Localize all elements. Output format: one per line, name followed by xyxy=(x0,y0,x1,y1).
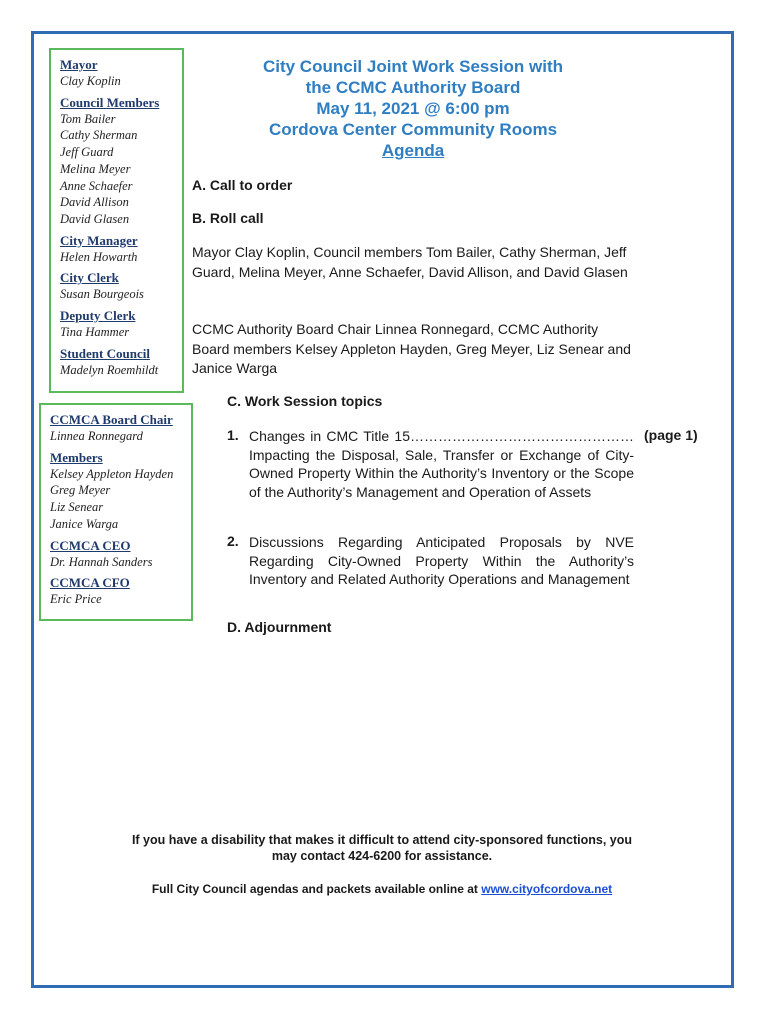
board-chair-label: CCMCA Board Chair xyxy=(50,412,173,427)
roll-call-council: Mayor Clay Koplin, Council members Tom Bailer, Cathy Sherman, Jeff Guard, Melina Meyer, Anne Schaefer, David Allison, and David Glasen xyxy=(192,244,628,280)
deputy-clerk-name: Tina Hammer xyxy=(60,325,130,340)
council-member: David Glasen xyxy=(60,211,130,226)
online-notice xyxy=(120,881,644,897)
council-member: Melina Meyer xyxy=(60,161,131,176)
ccmc-roster-box xyxy=(39,403,193,621)
members-label: Members xyxy=(50,449,103,465)
agenda-heading: Agenda xyxy=(381,141,445,160)
cfo-label: CCMCA CFO xyxy=(50,575,130,591)
mayor-name: Clay Koplin xyxy=(60,74,121,88)
roll-call-heading: B. Roll call xyxy=(192,210,264,226)
topic-text: Discussions Regarding Anticipated Proposals by NVE Regarding City-Owned Property Within the Authority’s Inventory and Related Authority Operations and Management xyxy=(249,534,634,587)
adjournment: D. Adjournment xyxy=(227,619,332,635)
board-chair-name: Linnea Ronnegard xyxy=(50,429,143,443)
mayor-label: Mayor xyxy=(60,57,98,72)
council-members-label: Council Members xyxy=(60,94,160,110)
city-clerk-label: City Clerk xyxy=(60,270,119,286)
deputy-clerk-label: Deputy Clerk xyxy=(60,308,136,324)
city-clerk-name: Susan Bourgeois xyxy=(60,287,144,302)
ceo-label: CCMCA CEO xyxy=(50,537,131,553)
meeting-location: Cordova Center Community Rooms xyxy=(268,120,558,139)
board-member: Liz Senear xyxy=(50,500,104,515)
council-member: Tom Bailer xyxy=(60,111,116,126)
council-member: Jeff Guard xyxy=(60,145,114,160)
ceo-name: Dr. Hannah Sanders xyxy=(50,554,153,569)
council-member: Cathy Sherman xyxy=(60,128,138,143)
page-reference: (page 1) xyxy=(644,427,698,443)
council-member: David Allison xyxy=(60,195,129,210)
cfo-name: Eric Price xyxy=(50,592,102,607)
title-line: City Council Joint Work Session with xyxy=(262,57,564,76)
topic-text: Changes in CMC Title 15………………………………………… Impacting the Disposal, Sale, Transfer or Exchange of City-Owned Property Within the Authority’s Inventory or the Scope of the Authority’s Management and Operation of Assets xyxy=(249,428,634,500)
council-member: Anne Schaefer xyxy=(60,178,133,193)
city-manager-name: Helen Howarth xyxy=(60,249,138,264)
city-website-link[interactable]: www.cityofcordova.net xyxy=(481,882,613,896)
online-notice-text: Full City Council agendas and packets available online at xyxy=(151,882,482,896)
city-manager-label: City Manager xyxy=(60,232,138,248)
topic-number: 1. xyxy=(227,427,239,443)
roll-call-ccmc: CCMC Authority Board Chair Linnea Ronnegard, CCMC Authority Board members Kelsey Appleton Hayden, Greg Meyer, Liz Senear and Janice Warga xyxy=(192,321,631,376)
work-session-heading: C. Work Session topics xyxy=(227,393,383,409)
call-to-order: A. Call to order xyxy=(192,177,293,193)
student-council-name: Madelyn Roemhildt xyxy=(60,362,159,377)
title-line: the CCMC Authority Board xyxy=(305,78,521,97)
board-member: Kelsey Appleton Hayden xyxy=(50,466,174,481)
council-roster-box xyxy=(49,48,184,393)
document-title xyxy=(200,56,626,161)
meeting-date: May 11, 2021 @ 6:00 pm xyxy=(316,99,510,118)
disability-notice: If you have a disability that makes it difficult to attend city-sponsored functions, you may contact 424-6200 for assistance. xyxy=(131,833,633,863)
board-member: Greg Meyer xyxy=(50,483,111,498)
board-member: Janice Warga xyxy=(50,516,119,531)
topic-number: 2. xyxy=(227,533,239,549)
student-council-label: Student Council xyxy=(60,345,150,361)
